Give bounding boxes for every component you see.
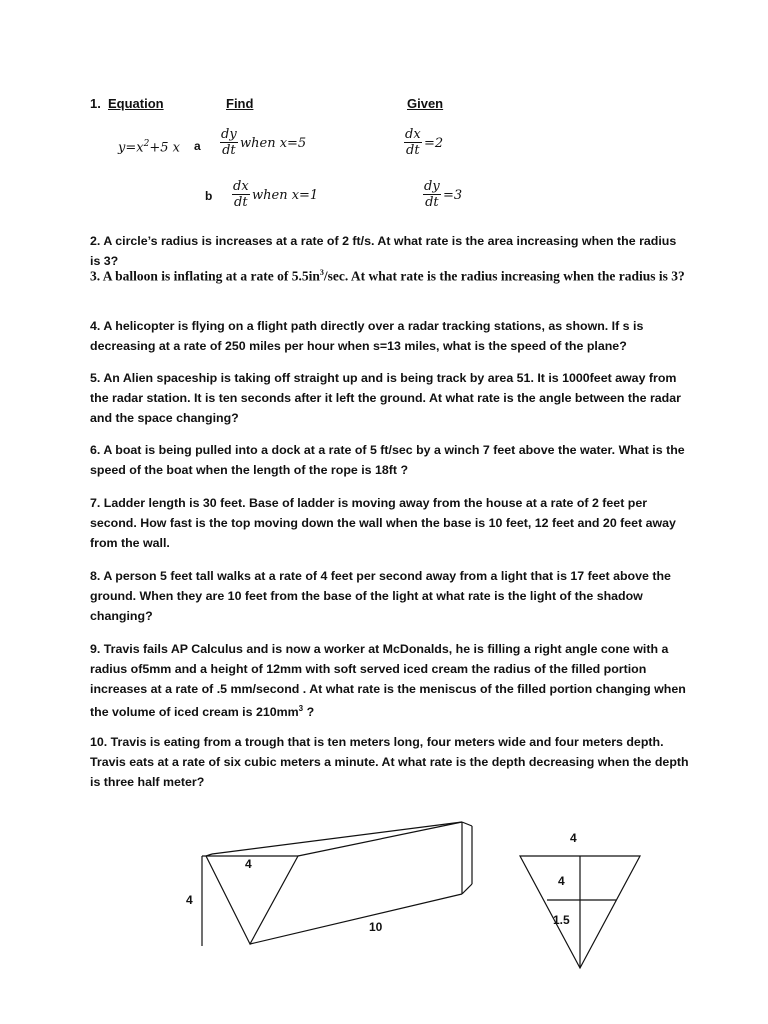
part-a-find-fraction: $\frac{dy}{dt}$ <box>221 127 237 158</box>
question-9: 9. Travis fails AP Calculus and is now a worker at McDonalds, he is filling a right angle cone with a radius of5mm and a height of 12mm with soft served iced cream the radius of the filled portion increases at a rate of .5 mm/second . At what rate is the meniscus of the filled portion changing when the volume of iced cream is $210mm^3$ ? <box>90 642 686 720</box>
part-b-label: b <box>205 189 213 203</box>
part-a-find-condition: when x=5 <box>240 136 307 151</box>
part-b-given-fraction: $\frac{dy}{dt}$ <box>424 179 440 210</box>
question-5: 5. An Alien spaceship is taking off straight up and is being track by area 51. It is 1000feet away from the radar station. It is ten seconds after it left the ground. At what rate is the angle between the radar and the space changing? <box>90 371 681 425</box>
question-3: 3. A balloon is inflating at a rate of $5.5in^3/\sec$. At what rate is the radius increasing when the radius is 3? <box>90 268 685 284</box>
equation-header: Equation <box>108 96 164 111</box>
part-a-given-fraction: $\frac{dx}{dt}$ <box>405 127 421 158</box>
equation: $y=x^2+5$ x <box>118 139 180 156</box>
question-4: 4. A helicopter is flying on a flight path directly over a radar tracking stations, as shown. If s is decreasing at a rate of 250 miles per hour when s=13 miles, what is the speed of the plane? <box>90 319 644 353</box>
part-b-given-value: =3 <box>443 188 463 203</box>
question-7: 7. Ladder length is 30 feet. Base of ladder is moving away from the house at a rate of 2 feet per second. How fast is the top moving down the wall when the base is 10 feet, 12 feet and 20 feet away from the wall. <box>90 496 676 550</box>
part-b-find-fraction: $\frac{dx}{dt}$ <box>233 179 249 210</box>
find-header: Find <box>226 96 254 111</box>
trough-height-label: 4 <box>186 893 193 907</box>
cross-section-top-label: 4 <box>570 831 577 845</box>
question-6: 6. A boat is being pulled into a dock at a rate of 5 ft/sec by a winch 7 feet above the water. What is the speed of the boat when the length of the rope is 18ft ? <box>90 443 685 477</box>
problem-1-number: 1. <box>90 96 101 111</box>
part-a-label: a <box>194 139 201 153</box>
question-10: 10. Travis is eating from a trough that is ten meters long, four meters wide and four meters depth. Travis eats at a rate of six cubic meters a minute. At what rate is the depth decreasing when the depth is three half meter? <box>90 735 689 789</box>
cross-section-level-label: 1.5 <box>553 913 570 927</box>
cross-section-depth-label: 4 <box>558 874 565 888</box>
question-8: 8. A person 5 feet tall walks at a rate of 4 feet per second away from a light that is 17 feet above the ground. When they are 10 feet from the base of the light at what rate is the light of the shadow changing? <box>90 569 671 623</box>
part-b-find-condition: when x=1 <box>252 188 319 203</box>
trough-width-label: 4 <box>245 857 252 871</box>
given-header: Given <box>407 96 444 111</box>
question-2: 2. A circle’s radius is increases at a rate of 2 ft/s. At what rate is the area increasing when the radius is 3? <box>90 234 677 268</box>
trough-length-label: 10 <box>369 920 383 934</box>
part-a-given-value: =2 <box>424 136 444 151</box>
